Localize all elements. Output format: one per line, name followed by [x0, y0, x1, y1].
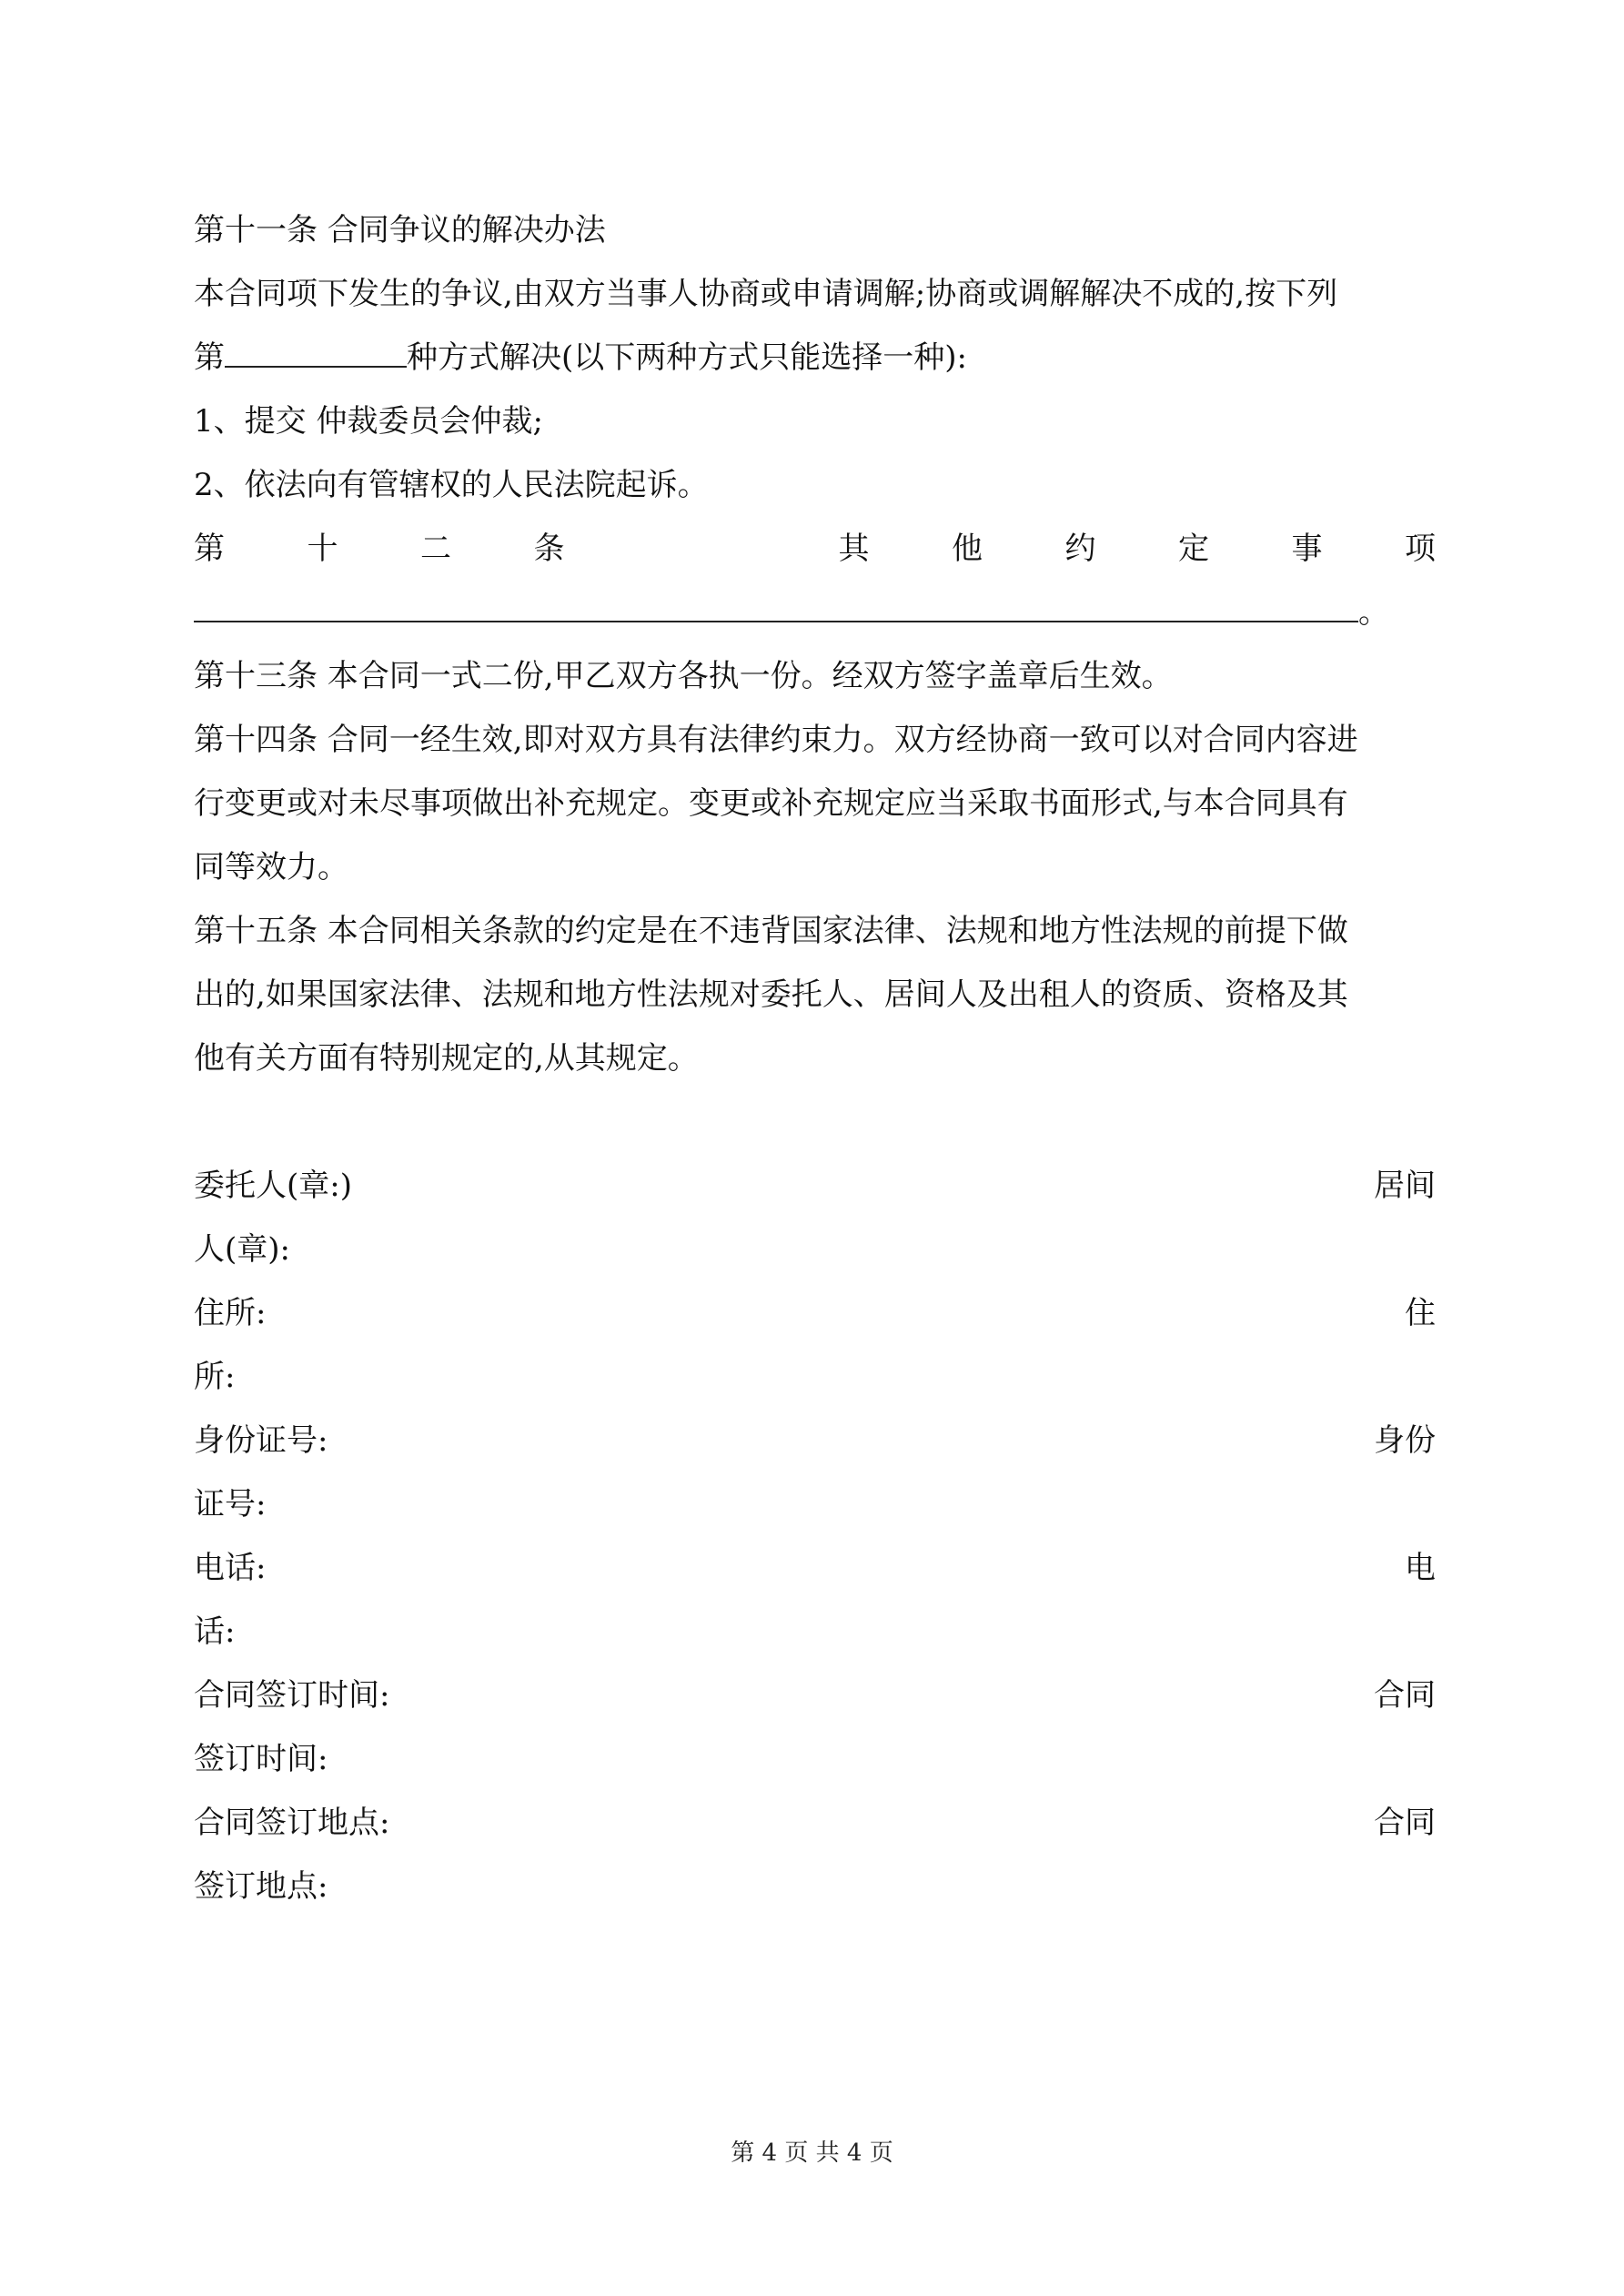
- clause-12-char: 第: [194, 531, 225, 567]
- clause-11-option-1: 1、提交 仲裁委员会仲裁;: [194, 403, 543, 440]
- agent-sign-time-label-end: 签订时间:: [194, 1741, 328, 1777]
- clause-11-option-2: 2、依法向有管辖权的人民法院起诉。: [194, 467, 709, 503]
- clause-11-title: 第十一条 合同争议的解决办法: [194, 212, 606, 248]
- clause-11-prefix: 第: [194, 339, 225, 376]
- principal-phone-label: 电话:: [194, 1550, 267, 1586]
- signature-row-id: [194, 1409, 1436, 1472]
- clause-15-line-2: 出的,如果国家法律、法规和地方性法规对委托人、居间人及出租人的资质、资格及其: [194, 976, 1348, 1013]
- clause-12-char: 条: [533, 531, 565, 567]
- signature-row-phone: [194, 1536, 1436, 1600]
- clause-12-end: 。: [1358, 594, 1389, 631]
- clause-15-line-1: 第十五条 本合同相关条款的约定是在不违背国家法律、法规和地方性法规的前提下做: [194, 913, 1348, 949]
- clause-15-line-3: 他有关方面有特别规定的,从其规定。: [194, 1040, 699, 1077]
- agent-seal-label-end: 人(章):: [194, 1231, 290, 1268]
- clause-12-char: 约: [1064, 531, 1096, 567]
- clause-12-char: 事: [1291, 531, 1323, 567]
- principal-seal-label: 委托人(章:): [194, 1168, 352, 1204]
- signature-row-address: [194, 1281, 1436, 1345]
- agent-sign-place-label-end: 签订地点:: [194, 1868, 328, 1905]
- agent-id-label-end: 证号:: [194, 1486, 267, 1522]
- clause-13: 第十三条 本合同一式二份,甲乙双方各执一份。经双方签字盖章后生效。: [194, 658, 1173, 694]
- agent-seal-label-start: 居间: [1374, 1168, 1436, 1204]
- principal-id-label: 身份证号:: [194, 1422, 328, 1459]
- other-terms-blank: [194, 581, 1358, 622]
- agent-phone-label-start: 电: [1405, 1550, 1436, 1586]
- agent-id-label-start: 身份: [1374, 1422, 1436, 1459]
- clause-11-suffix: 种方式解决(以下两种方式只能选择一种):: [407, 339, 967, 376]
- agent-address-label-end: 所:: [194, 1359, 236, 1395]
- clause-12-char: 他: [952, 531, 983, 567]
- clause-12-char: 二: [420, 531, 451, 567]
- contract-body: [194, 198, 1436, 1918]
- clause-12-char: 项: [1405, 531, 1436, 567]
- clause-12-gap: [647, 517, 756, 581]
- signature-row-sign-time: [194, 1664, 1436, 1727]
- clause-12-blank-line: [194, 581, 1436, 644]
- clause-12-char: 其: [838, 531, 870, 567]
- agent-sign-place-label-start: 合同: [1374, 1805, 1436, 1841]
- principal-address-label: 住所:: [194, 1295, 267, 1331]
- clause-14-line-1: 第十四条 合同一经生效,即对双方具有法律约束力。双方经协商一致可以对合同内容进: [194, 722, 1358, 758]
- choice-blank: [225, 326, 407, 368]
- signature-row-sign-place: [194, 1791, 1436, 1855]
- agent-address-label-start: 住: [1405, 1295, 1436, 1331]
- clause-12-char: 定: [1178, 531, 1209, 567]
- spacer: [194, 1090, 1436, 1154]
- clause-11-body-line-1: 本合同项下发生的争议,由双方当事人协商或申请调解;协商或调解解决不成的,按下列: [194, 276, 1338, 312]
- clause-14-line-2: 行变更或对未尽事项做出补充规定。变更或补充规定应当采取书面形式,与本合同具有: [194, 785, 1348, 822]
- page-footer: 第 4 页 共 4 页: [731, 2139, 893, 2167]
- principal-sign-time-label: 合同签订时间:: [194, 1677, 390, 1714]
- signature-row-principal: [194, 1154, 1436, 1218]
- agent-sign-time-label-start: 合同: [1374, 1677, 1436, 1714]
- clause-14-line-3: 同等效力。: [194, 849, 348, 885]
- clause-11-body-line-2: [194, 326, 1436, 389]
- agent-phone-label-end: 话:: [194, 1613, 236, 1650]
- clause-12-char: 十: [307, 531, 338, 567]
- clause-12-title: [194, 517, 1436, 581]
- principal-sign-place-label: 合同签订地点:: [194, 1805, 390, 1841]
